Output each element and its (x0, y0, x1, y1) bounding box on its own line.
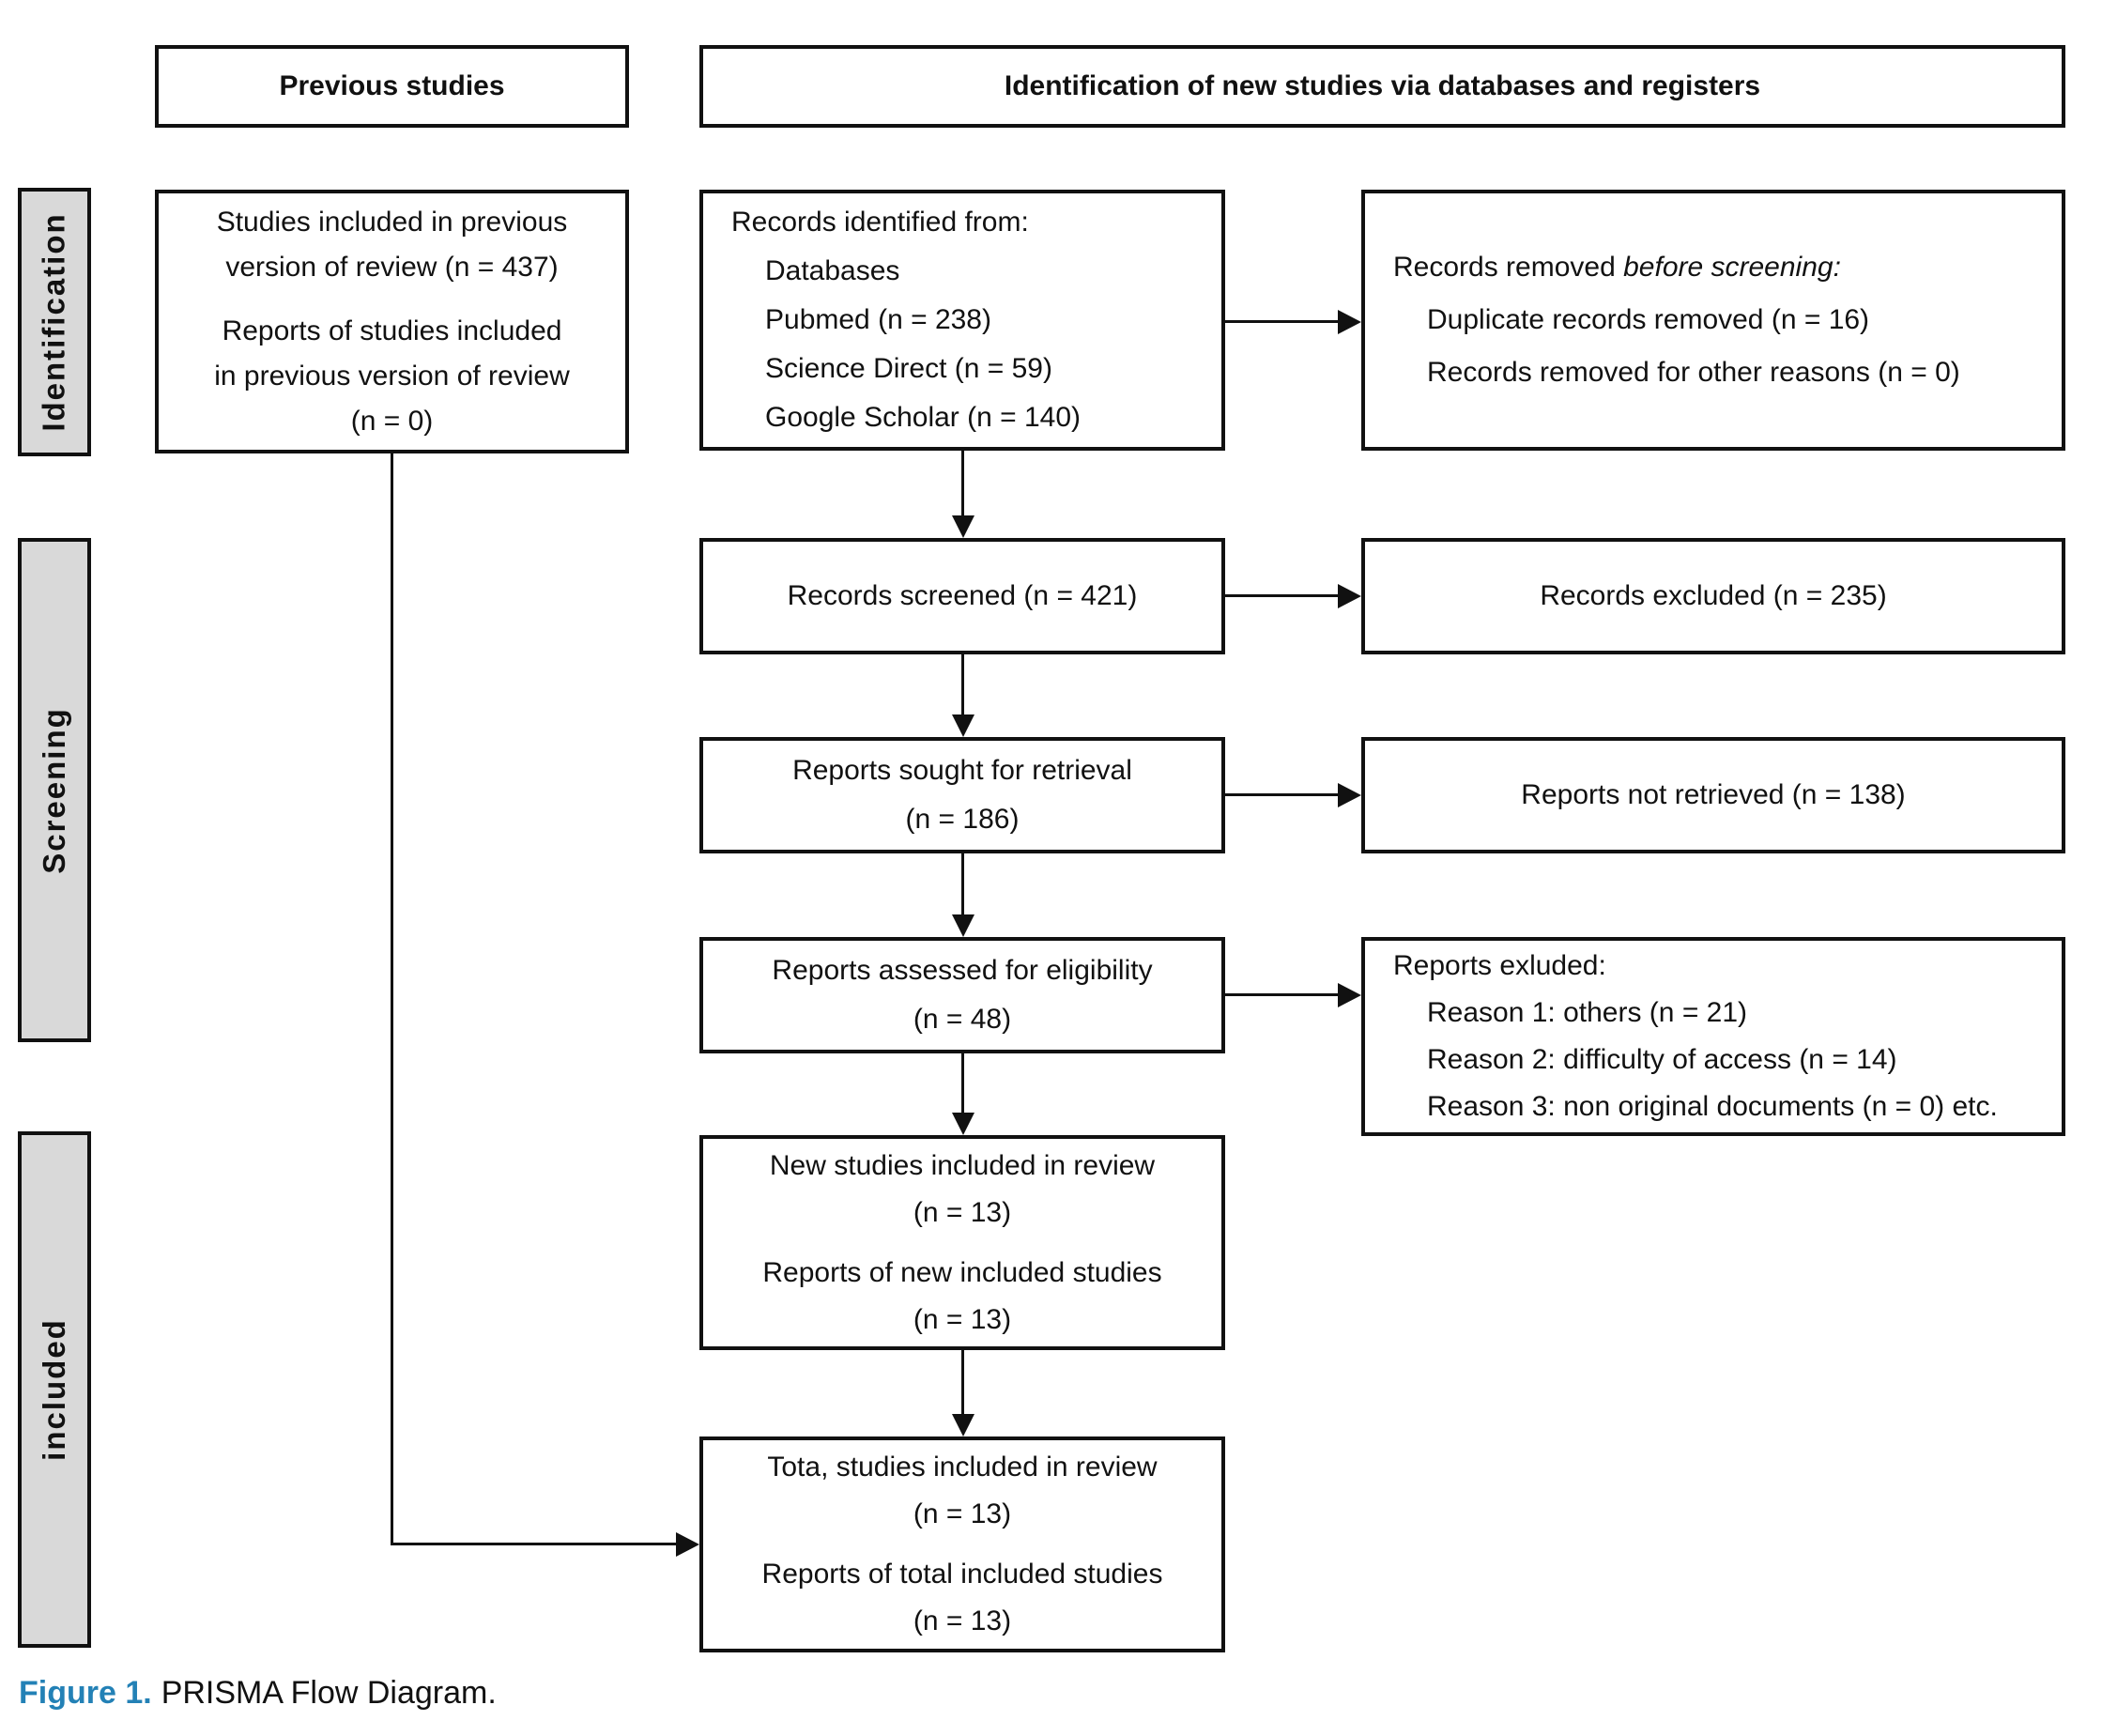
stage-label-screening: Screening (37, 706, 71, 874)
arrow-sought-to-not-retrieved-head (1338, 783, 1361, 807)
box-line: Reports exluded: (1393, 950, 1606, 981)
stage-label-included: included (37, 1318, 71, 1461)
box-total-studies-included (699, 1436, 1225, 1652)
box-line: version of review (n = 437) (225, 251, 559, 283)
box-line: Reports assessed for eligibility (772, 955, 1153, 986)
box-line: Google Scholar (n = 140) (765, 402, 1082, 433)
box-line: Reports of total included studies (761, 1559, 1163, 1590)
box-line: (n = 13) (913, 1196, 1012, 1228)
arrow-sought-to-not-retrieved-line (1225, 793, 1340, 796)
box-line: Records screened (n = 421) (787, 580, 1138, 611)
box-line: Reason 2: difficulty of access (n = 14) (1427, 1044, 1897, 1075)
box-line: Science Direct (n = 59) (765, 353, 1052, 384)
arrow-screened-to-sought-head (952, 714, 974, 737)
box-line: (n = 48) (913, 1004, 1012, 1035)
box-line: Studies included in previous (216, 206, 568, 238)
box-records-identified (699, 190, 1225, 451)
box-line: Databases (765, 255, 900, 286)
box-records-screened (699, 538, 1225, 654)
box-line: Reports sought for retrieval (792, 755, 1132, 786)
arrow-new-to-total-head (952, 1414, 974, 1436)
box-line: Tota, studies included in review (767, 1452, 1158, 1483)
arrow-screened-to-excluded-head (1338, 584, 1361, 608)
box-previous-studies (155, 190, 629, 453)
arrow-previous-to-total-vline (391, 453, 393, 1545)
box-records-excluded (1361, 538, 2065, 654)
box-reports-excluded (1361, 937, 2065, 1136)
header-identification-new-studies: Identification of new studies via databases and registers (699, 45, 2065, 128)
arrow-screened-to-sought-line (961, 654, 964, 714)
box-line: Reports not retrieved (n = 138) (1521, 779, 1906, 810)
box-line: Reason 1: others (n = 21) (1427, 997, 1748, 1028)
box-line: New studies included in review (769, 1149, 1156, 1181)
box-new-studies-included (699, 1135, 1225, 1350)
header-previous-studies: Previous studies (155, 45, 629, 128)
box-line: (n = 186) (905, 804, 1020, 835)
arrow-identified-to-removed-line (1225, 320, 1340, 323)
figure-caption-label: Figure 1. (19, 1675, 152, 1711)
figure-caption (19, 1675, 497, 1712)
arrow-identified-to-screened-line (961, 451, 964, 515)
box-line: in previous version of review (214, 360, 570, 392)
box-line: (n = 13) (913, 1303, 1012, 1335)
arrow-previous-to-total-head (676, 1532, 699, 1557)
box-line: Records removed before screening: (1393, 252, 1841, 283)
stage-bar-included (18, 1131, 91, 1648)
box-reports-sought (699, 737, 1225, 853)
stage-bar-identification (18, 188, 91, 456)
arrow-new-to-total-line (961, 1350, 964, 1414)
figure-caption-text: PRISMA Flow Diagram. (161, 1675, 497, 1711)
arrow-sought-to-assessed-line (961, 853, 964, 914)
box-records-removed (1361, 190, 2065, 451)
stage-label-identification: Identification (37, 212, 71, 432)
arrow-identified-to-screened-head (952, 515, 974, 538)
box-line: (n = 13) (913, 1498, 1012, 1529)
arrow-previous-to-total-hline (391, 1543, 676, 1545)
box-line: Reason 3: non original documents (n = 0) etc. (1427, 1091, 1998, 1122)
box-reports-assessed (699, 937, 1225, 1053)
box-line: Records identified from: (731, 207, 1029, 238)
box-line: Pubmed (n = 238) (765, 304, 991, 335)
arrow-screened-to-excluded-line (1225, 594, 1340, 597)
arrow-identified-to-removed-head (1338, 310, 1361, 334)
box-line: Records removed for other reasons (n = 0) (1427, 357, 1960, 388)
box-line: Reports of studies included (222, 315, 562, 346)
box-line: (n = 0) (350, 405, 434, 437)
box-line: Reports of new included studies (762, 1256, 1162, 1288)
arrow-assessed-to-new-studies-head (952, 1113, 974, 1135)
box-reports-not-retrieved (1361, 737, 2065, 853)
box-line: (n = 13) (913, 1605, 1012, 1636)
arrow-assessed-to-new-studies-line (961, 1053, 964, 1113)
box-line: Duplicate records removed (n = 16) (1427, 304, 1870, 335)
stage-bar-screening (18, 538, 91, 1042)
arrow-assessed-to-reports-excluded-head (1338, 983, 1361, 1007)
arrow-assessed-to-reports-excluded-line (1225, 993, 1340, 996)
arrow-sought-to-assessed-head (952, 914, 974, 937)
box-line: Records excluded (n = 235) (1540, 580, 1887, 611)
